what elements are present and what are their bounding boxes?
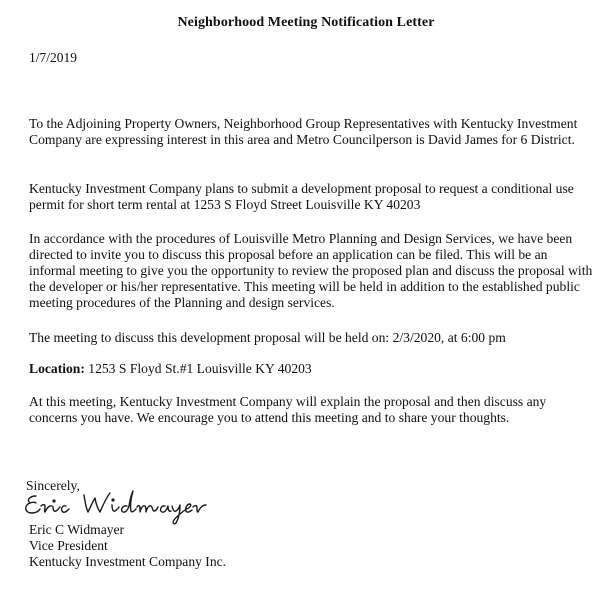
letter-date: 1/7/2019 — [29, 50, 78, 65]
paragraph-meeting-date: The meeting to discuss this development proposal will be held on: 2/3/2020, at 6:00 pm — [29, 330, 506, 345]
signer-name: Eric C Widmayer — [29, 522, 125, 537]
letter-title: Neighborhood Meeting Notification Letter — [177, 15, 435, 30]
location-value: 1253 S Floyd St.#1 Louisville KY 40203 — [84, 361, 312, 376]
paragraph-procedures: In accordance with the procedures of Louisville Metro Planning and Design Services, we have been directed to invite you to discuss this proposal before an application can be filed. This will be an informal meeting to give you the opportunity to review the proposed plan and discuss the proposal with the developer or his/her representative. This meeting will be held in addition to the established public meeting procedures of the Planning and design services. — [29, 231, 593, 310]
handwritten-signature — [22, 486, 252, 526]
signer-role: Vice President — [29, 538, 108, 553]
signer-company: Kentucky Investment Company Inc. — [29, 554, 227, 569]
paragraph-proposal: Kentucky Investment Company plans to submit a development proposal to request a conditional use permit for short term rental at 1253 S Floyd Street Louisville KY 40203 — [29, 181, 574, 212]
signature-block — [29, 522, 226, 570]
paragraph-closing-remarks: At this meeting, Kentucky Investment Company will explain the proposal and then discuss any concerns you have. We encourage you to attend this meeting and to share your thoughts. — [29, 394, 547, 425]
paragraph-addressees: To the Adjoining Property Owners, Neighborhood Group Representatives with Kentucky Investment Company are expressing interest in this area and Metro Councilperson is David James for 6 District. — [29, 116, 578, 147]
location-label: Location: — [29, 361, 85, 376]
paragraph-location — [29, 361, 594, 377]
closing-salutation: Sincerely, — [26, 478, 80, 493]
